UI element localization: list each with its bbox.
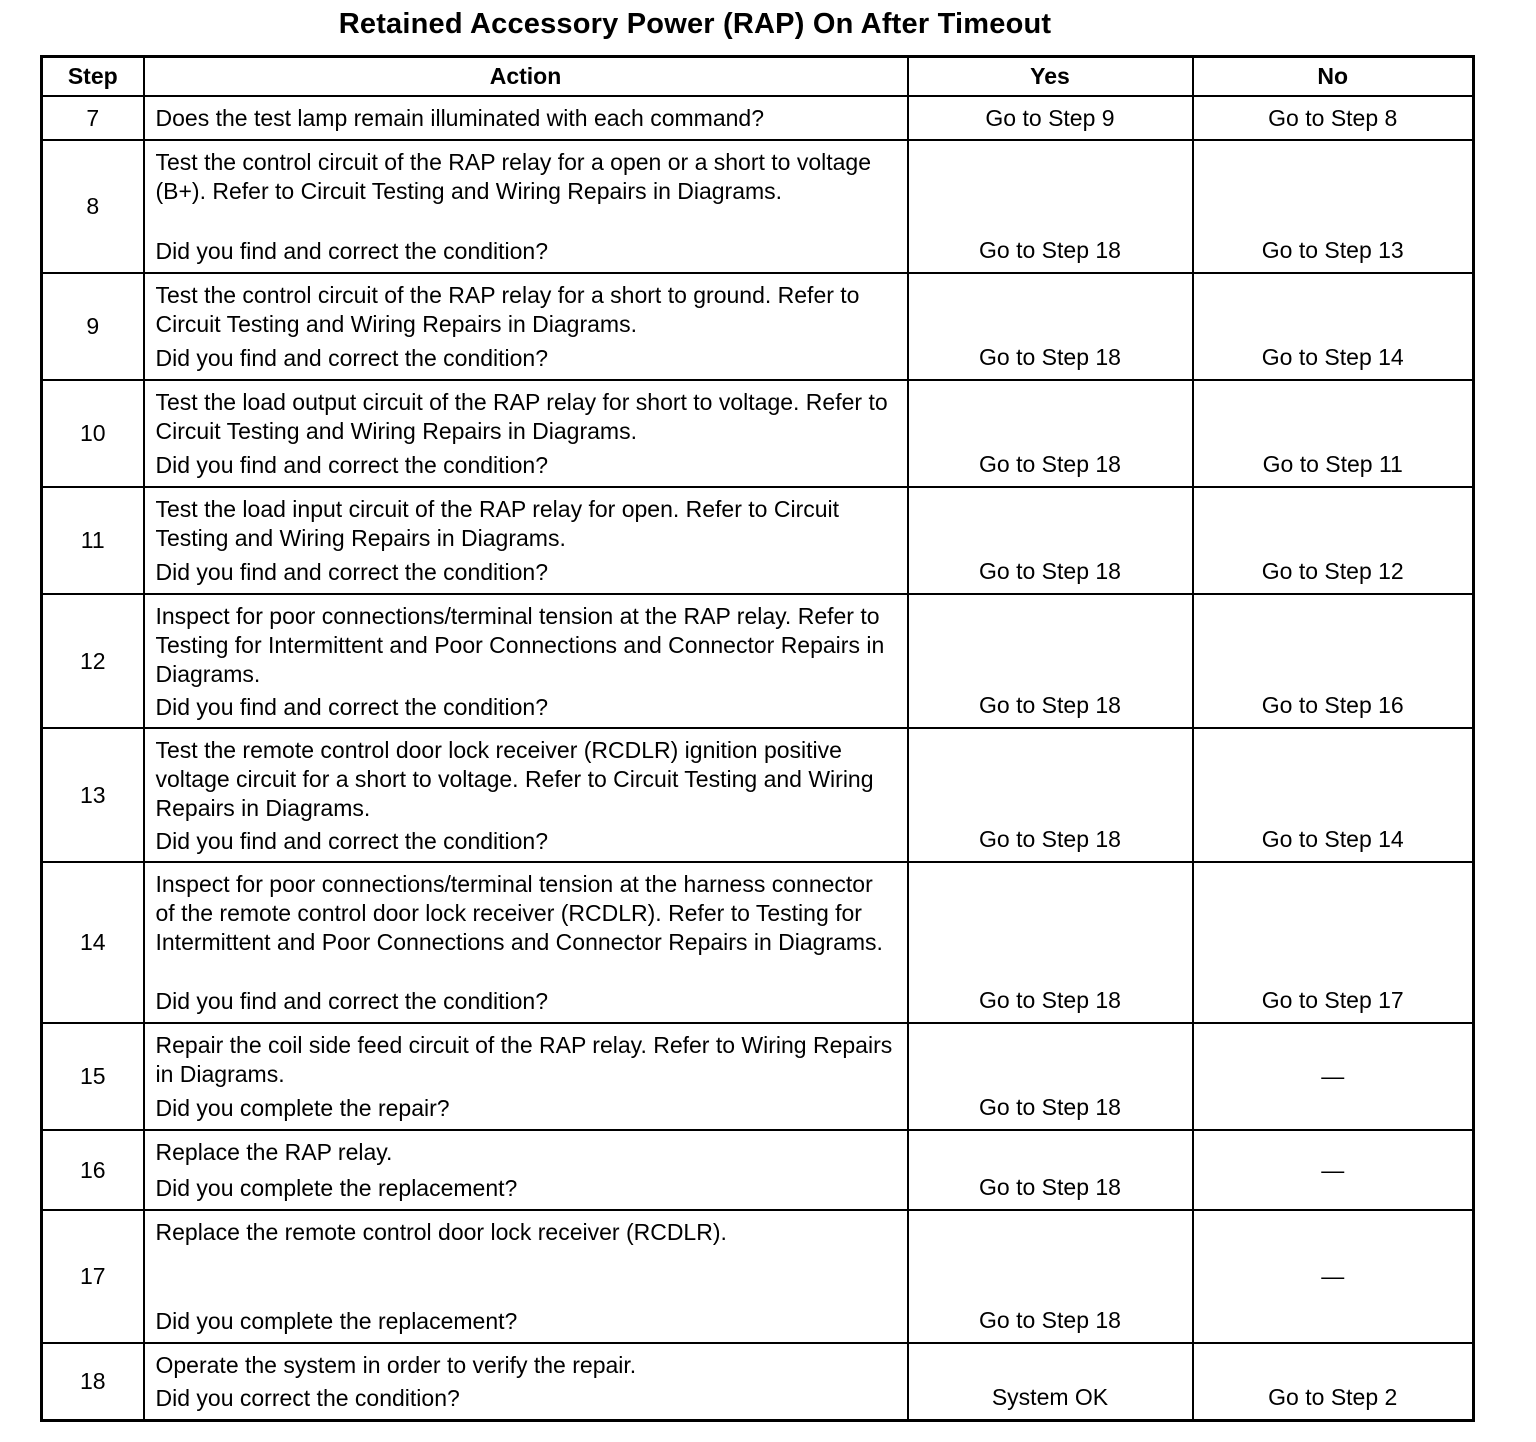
table-row [42,96,1474,140]
step-number: 17 [42,1210,144,1343]
action-question: Did you find and correct the condition? [155,452,549,478]
action-cell [144,594,908,728]
table-row [42,1130,1474,1210]
action-text: Test the load output circuit of the RAP relay for short to voltage. Refer to Circuit Testing and Wiring Repairs in Diagrams. [155,389,888,444]
table-row [42,728,1474,862]
diagnostic-table [40,55,1475,1422]
yes-result: Go to Step 18 [908,1210,1193,1343]
action-cell [144,862,908,1023]
step-number: 13 [42,728,144,862]
table-row [42,594,1474,728]
no-result: — [1193,1023,1474,1130]
action-cell [144,140,908,273]
table-row [42,273,1474,380]
yes-result: Go to Step 18 [908,487,1193,594]
table-row [42,862,1474,1023]
action-cell [144,1130,908,1210]
action-text: Repair the coil side feed circuit of the RAP relay. Refer to Wiring Repairs in Diagrams. [155,1032,893,1087]
no-result: Go to Step 12 [1193,487,1474,594]
action-text: Test the control circuit of the RAP relay for a open or a short to voltage (B+). Refer to Circuit Testing and Wiring Repairs in Diagrams. [155,149,872,204]
action-text: Inspect for poor connections/terminal tension at the RAP relay. Refer to Testing for Intermittent and Poor Connections and Connector Repairs in Diagrams. [155,603,885,687]
action-question: Did you find and correct the condition? [155,559,549,585]
action-cell [144,1210,908,1343]
table-row [42,1023,1474,1130]
no-result: Go to Step 17 [1193,862,1474,1023]
action-cell [144,487,908,594]
action-cell [144,380,908,487]
no-result: Go to Step 8 [1193,96,1474,140]
yes-result: Go to Step 18 [908,140,1193,273]
action-question: Did you find and correct the condition? [155,238,549,264]
yes-result: Go to Step 18 [908,273,1193,380]
no-result: — [1193,1130,1474,1210]
step-number: 9 [42,273,144,380]
no-result: Go to Step 11 [1193,380,1474,487]
table-row [42,1210,1474,1343]
header-no: No [1193,57,1474,97]
action-text: Test the load input circuit of the RAP relay for open. Refer to Circuit Testing and Wiring Repairs in Diagrams. [155,496,840,551]
action-cell [144,1343,908,1421]
header-step: Step [42,57,144,97]
action-question: Did you complete the replacement? [155,1308,518,1334]
yes-result: Go to Step 18 [908,1130,1193,1210]
step-number: 10 [42,380,144,487]
header-row [42,57,1474,97]
page-title: Retained Accessory Power (RAP) On After Timeout [338,8,1052,40]
no-result: Go to Step 2 [1193,1343,1474,1421]
action-cell [144,728,908,862]
step-number: 12 [42,594,144,728]
yes-result: Go to Step 18 [908,728,1193,862]
action-text: Test the remote control door lock receiver (RCDLR) ignition positive voltage circuit for a short to voltage. Refer to Circuit Testing and Wiring Repairs in Diagrams. [155,737,874,821]
no-result: — [1193,1210,1474,1343]
no-result: Go to Step 13 [1193,140,1474,273]
action-text: Inspect for poor connections/terminal tension at the harness connector of the remote control door lock receiver (RCDLR). Refer to Testing for Intermittent and Poor Connections and Connector Repairs in Diagrams. [155,871,883,955]
yes-result: System OK [908,1343,1193,1421]
action-cell [144,96,908,140]
yes-result: Go to Step 9 [908,96,1193,140]
step-number: 11 [42,487,144,594]
yes-result: Go to Step 18 [908,1023,1193,1130]
table-row [42,487,1474,594]
header-action: Action [144,57,908,97]
no-result: Go to Step 16 [1193,594,1474,728]
step-number: 15 [42,1023,144,1130]
action-question: Did you find and correct the condition? [155,345,549,371]
table-row [42,380,1474,487]
table-row [42,140,1474,273]
action-question: Did you complete the replacement? [155,1175,518,1201]
action-question: Did you correct the condition? [155,1385,460,1411]
action-question: Did you find and correct the condition? [155,988,549,1014]
header-yes: Yes [908,57,1193,97]
no-result: Go to Step 14 [1193,728,1474,862]
yes-result: Go to Step 18 [908,862,1193,1023]
action-cell [144,1023,908,1130]
step-number: 7 [42,96,144,140]
table-row [42,1343,1474,1421]
action-question: Does the test lamp remain illuminated with each command? [155,104,765,131]
step-number: 16 [42,1130,144,1210]
action-question: Did you find and correct the condition? [155,828,549,854]
step-number: 8 [42,140,144,273]
step-number: 18 [42,1343,144,1421]
action-text: Test the control circuit of the RAP relay for a short to ground. Refer to Circuit Testing and Wiring Repairs in Diagrams. [155,282,860,337]
action-question: Did you find and correct the condition? [155,694,549,720]
yes-result: Go to Step 18 [908,594,1193,728]
action-text: Replace the RAP relay. [155,1139,393,1165]
action-question: Did you complete the repair? [155,1095,450,1121]
step-number: 14 [42,862,144,1023]
action-cell [144,273,908,380]
yes-result: Go to Step 18 [908,380,1193,487]
no-result: Go to Step 14 [1193,273,1474,380]
action-text: Replace the remote control door lock receiver (RCDLR). [155,1219,727,1245]
action-text: Operate the system in order to verify the repair. [155,1352,637,1378]
